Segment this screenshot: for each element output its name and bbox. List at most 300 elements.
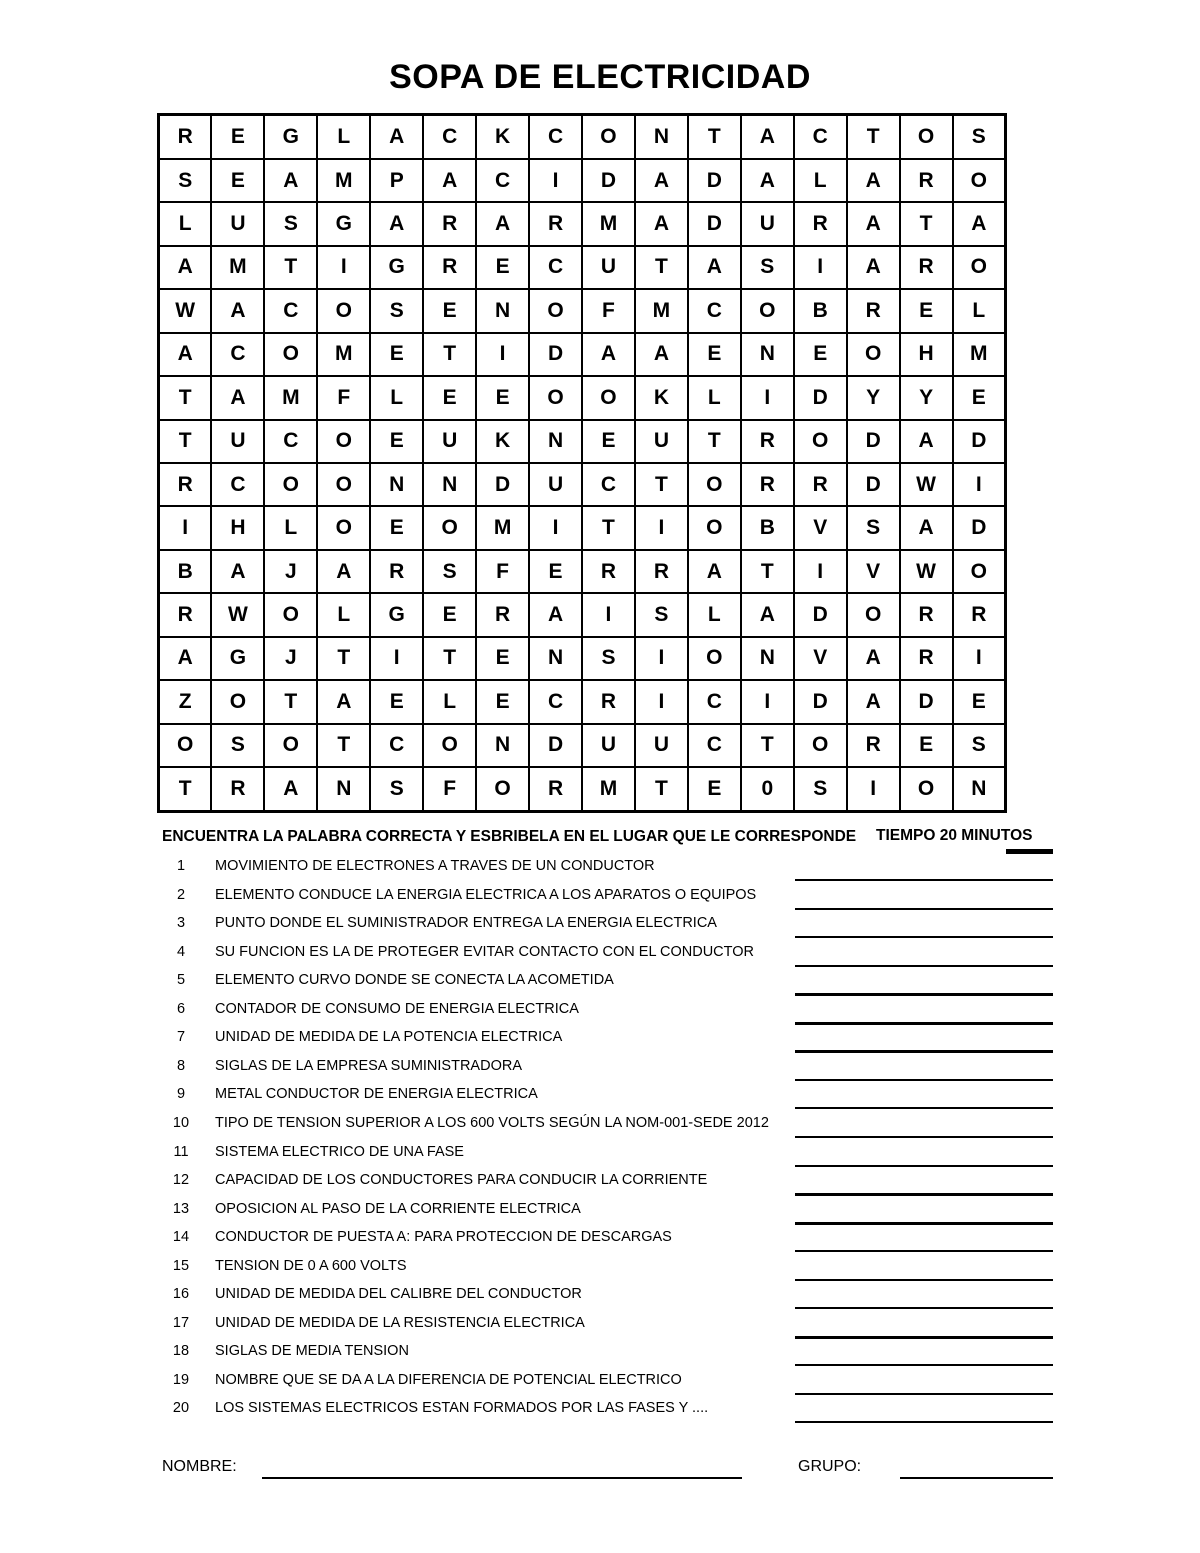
clue-row: [0, 944, 1200, 972]
grid-cell: B: [741, 506, 794, 549]
grid-cell: C: [688, 680, 741, 723]
clue-row: [0, 858, 1200, 886]
clue-number: 2: [176, 886, 186, 903]
grid-cell: M: [582, 767, 635, 811]
grid-cell: S: [159, 159, 212, 202]
clue-text: SISTEMA ELECTRICO DE UNA FASE: [215, 1143, 464, 1160]
grid-cell: A: [476, 202, 529, 245]
grid-cell: H: [211, 506, 264, 549]
clue-row: [0, 1029, 1200, 1057]
name-field[interactable]: [262, 1477, 742, 1479]
answer-line[interactable]: [795, 1136, 1053, 1138]
grid-cell: B: [794, 289, 847, 332]
grid-cell: T: [635, 463, 688, 506]
grid-cell: E: [423, 376, 476, 419]
grid-cell: Y: [847, 376, 900, 419]
clue-row: [0, 887, 1200, 915]
grid-cell: T: [159, 376, 212, 419]
grid-cell: C: [264, 289, 317, 332]
answer-line[interactable]: [795, 1250, 1053, 1252]
grid-cell: T: [264, 680, 317, 723]
grid-cell: T: [688, 115, 741, 159]
clue-number: 14: [172, 1229, 190, 1246]
grid-cell: R: [423, 202, 476, 245]
grid-cell: E: [529, 550, 582, 593]
grid-cell: M: [264, 376, 317, 419]
clue-text: SIGLAS DE LA EMPRESA SUMINISTRADORA: [215, 1057, 522, 1074]
clue-number: 17: [172, 1314, 190, 1331]
grid-cell: O: [582, 376, 635, 419]
clue-row: [0, 1115, 1200, 1143]
grid-cell: D: [953, 506, 1006, 549]
grid-cell: U: [741, 202, 794, 245]
grid-cell: N: [370, 463, 423, 506]
grid-cell: R: [529, 767, 582, 811]
grid-cell: T: [635, 767, 688, 811]
grid-cell: N: [741, 333, 794, 376]
grid-row: [159, 550, 1006, 593]
grid-row: [159, 593, 1006, 636]
grid-cell: T: [635, 246, 688, 289]
grid-cell: R: [529, 202, 582, 245]
answer-line[interactable]: [795, 1307, 1053, 1309]
grid-cell: O: [211, 680, 264, 723]
grid-cell: L: [159, 202, 212, 245]
grid-cell: L: [688, 593, 741, 636]
grid-cell: A: [688, 246, 741, 289]
answer-line[interactable]: [795, 1193, 1053, 1196]
grid-cell: O: [741, 289, 794, 332]
clue-number: 16: [172, 1286, 190, 1303]
grid-cell: E: [953, 680, 1006, 723]
word-search-grid: [157, 113, 1007, 813]
grid-cell: A: [423, 159, 476, 202]
grid-cell: I: [794, 550, 847, 593]
grid-cell: F: [476, 550, 529, 593]
clue-number: 20: [172, 1400, 190, 1417]
grid-cell: D: [794, 593, 847, 636]
grid-cell: D: [582, 159, 635, 202]
grid-cell: O: [847, 333, 900, 376]
grid-cell: N: [529, 420, 582, 463]
grid-cell: T: [741, 550, 794, 593]
grid-cell: D: [953, 420, 1006, 463]
grid-cell: D: [847, 420, 900, 463]
grid-cell: W: [211, 593, 264, 636]
clue-row: [0, 1400, 1200, 1428]
clue-number: 10: [172, 1114, 190, 1131]
clue-row: [0, 1172, 1200, 1200]
grid-cell: Z: [159, 680, 212, 723]
grid-cell: R: [900, 246, 953, 289]
grid-cell: G: [370, 593, 423, 636]
clue-text: METAL CONDUCTOR DE ENERGIA ELECTRICA: [215, 1086, 538, 1103]
grid-cell: S: [582, 637, 635, 680]
clue-row: [0, 1372, 1200, 1400]
clue-number: 8: [176, 1057, 186, 1074]
grid-cell: T: [159, 420, 212, 463]
clue-text: CONTADOR DE CONSUMO DE ENERGIA ELECTRICA: [215, 1000, 579, 1017]
grid-cell: D: [476, 463, 529, 506]
grid-cell: C: [211, 463, 264, 506]
grid-cell: S: [847, 506, 900, 549]
grid-cell: C: [582, 463, 635, 506]
grid-cell: A: [847, 680, 900, 723]
clue-text: LOS SISTEMAS ELECTRICOS ESTAN FORMADOS POR LAS FASES Y ....: [215, 1400, 709, 1417]
grid-cell: N: [741, 637, 794, 680]
grid-cell: T: [900, 202, 953, 245]
answer-line[interactable]: [795, 1107, 1053, 1109]
grid-cell: O: [794, 724, 847, 767]
grid-cell: I: [370, 637, 423, 680]
grid-cell: A: [211, 376, 264, 419]
grid-cell: A: [847, 637, 900, 680]
grid-cell: L: [688, 376, 741, 419]
grid-cell: I: [635, 637, 688, 680]
answer-line[interactable]: [795, 1222, 1053, 1225]
grid-cell: A: [582, 333, 635, 376]
grid-cell: R: [741, 420, 794, 463]
grid-cell: M: [635, 289, 688, 332]
grid-cell: K: [476, 420, 529, 463]
grid-cell: I: [953, 463, 1006, 506]
grid-cell: R: [159, 593, 212, 636]
time-underline: [1006, 849, 1053, 854]
answer-line[interactable]: [795, 936, 1053, 938]
grid-cell: S: [211, 724, 264, 767]
grid-cell: O: [900, 767, 953, 811]
grid-cell: O: [953, 550, 1006, 593]
clue-text: MOVIMIENTO DE ELECTRONES A TRAVES DE UN CONDUCTOR: [215, 858, 655, 874]
grid-cell: A: [741, 115, 794, 159]
clue-text: ELEMENTO CURVO DONDE SE CONECTA LA ACOMETIDA: [215, 972, 614, 989]
clue-text: UNIDAD DE MEDIDA DE LA POTENCIA ELECTRICA: [215, 1029, 563, 1046]
grid-cell: S: [794, 767, 847, 811]
grid-cell: R: [159, 115, 212, 159]
grid-cell: M: [582, 202, 635, 245]
clue-number: 12: [172, 1172, 190, 1189]
grid-cell: 0: [741, 767, 794, 811]
grid-cell: O: [582, 115, 635, 159]
grid-cell: R: [794, 463, 847, 506]
grid-cell: N: [317, 767, 370, 811]
grid-cell: N: [423, 463, 476, 506]
grid-cell: S: [741, 246, 794, 289]
clue-number: 13: [172, 1200, 190, 1217]
clue-text: UNIDAD DE MEDIDA DEL CALIBRE DEL CONDUCTOR: [215, 1286, 582, 1303]
grid-cell: A: [953, 202, 1006, 245]
grid-row: [159, 202, 1006, 245]
grid-cell: E: [476, 637, 529, 680]
clue-text: NOMBRE QUE SE DA A LA DIFERENCIA DE POTENCIAL ELECTRICO: [215, 1371, 682, 1388]
grid-cell: T: [847, 115, 900, 159]
answer-line[interactable]: [795, 879, 1053, 881]
clue-text: ELEMENTO CONDUCE LA ENERGIA ELECTRICA A LOS APARATOS O EQUIPOS: [215, 886, 757, 903]
grid-cell: I: [317, 246, 370, 289]
grid-cell: O: [688, 506, 741, 549]
grid-cell: J: [264, 550, 317, 593]
grid-cell: R: [370, 550, 423, 593]
grid-cell: E: [794, 333, 847, 376]
grid-cell: I: [741, 680, 794, 723]
grid-cell: O: [317, 463, 370, 506]
answer-line[interactable]: [795, 1050, 1053, 1053]
grid-cell: R: [900, 159, 953, 202]
grid-cell: A: [370, 115, 423, 159]
grid-cell: T: [423, 637, 476, 680]
answer-line[interactable]: [795, 1279, 1053, 1281]
clue-number: 3: [176, 915, 186, 932]
grid-cell: C: [529, 246, 582, 289]
grid-row: [159, 420, 1006, 463]
grid-cell: U: [635, 724, 688, 767]
grid-cell: C: [688, 289, 741, 332]
grid-cell: O: [953, 159, 1006, 202]
grid-cell: O: [159, 724, 212, 767]
grid-cell: E: [211, 115, 264, 159]
grid-cell: I: [159, 506, 212, 549]
grid-cell: U: [582, 724, 635, 767]
grid-cell: V: [794, 637, 847, 680]
grid-cell: A: [211, 550, 264, 593]
grid-cell: I: [529, 506, 582, 549]
grid-cell: U: [582, 246, 635, 289]
grid-cell: I: [635, 680, 688, 723]
grid-cell: S: [423, 550, 476, 593]
grid-cell: L: [370, 376, 423, 419]
grid-cell: T: [741, 724, 794, 767]
clue-row: [0, 1343, 1200, 1371]
grid-row: [159, 115, 1006, 159]
grid-cell: S: [953, 724, 1006, 767]
grid-cell: A: [317, 550, 370, 593]
grid-cell: V: [847, 550, 900, 593]
clue-number: 19: [172, 1371, 190, 1388]
grid-cell: R: [582, 550, 635, 593]
grid-cell: O: [529, 289, 582, 332]
grid-cell: H: [900, 333, 953, 376]
grid-row: [159, 767, 1006, 811]
grid-cell: A: [317, 680, 370, 723]
grid-cell: P: [370, 159, 423, 202]
grid-cell: O: [423, 724, 476, 767]
grid-cell: I: [476, 333, 529, 376]
grid-cell: T: [317, 637, 370, 680]
clue-number: 11: [173, 1143, 189, 1160]
grid-cell: A: [847, 159, 900, 202]
grid-cell: E: [370, 680, 423, 723]
grid-cell: J: [264, 637, 317, 680]
grid-cell: I: [582, 593, 635, 636]
grid-cell: R: [159, 463, 212, 506]
clue-text: OPOSICION AL PASO DE LA CORRIENTE ELECTRICA: [215, 1200, 581, 1217]
clue-row: [0, 1144, 1200, 1172]
grid-cell: C: [264, 420, 317, 463]
grid-row: [159, 506, 1006, 549]
page-title: SOPA DE ELECTRICIDAD: [389, 58, 811, 96]
clue-text: TIPO DE TENSION SUPERIOR A LOS 600 VOLTS SEGÚN LA NOM-001-SEDE 2012: [215, 1114, 769, 1131]
grid-cell: C: [423, 115, 476, 159]
grid-cell: T: [317, 724, 370, 767]
grid-cell: A: [211, 289, 264, 332]
grid-cell: W: [900, 463, 953, 506]
group-label: GRUPO:: [798, 1458, 862, 1475]
clue-row: [0, 1086, 1200, 1114]
grid-cell: D: [688, 159, 741, 202]
grid-cell: U: [635, 420, 688, 463]
grid-cell: E: [370, 506, 423, 549]
group-field[interactable]: [900, 1477, 1053, 1479]
grid-cell: C: [529, 115, 582, 159]
answer-line[interactable]: [795, 965, 1053, 967]
grid-cell: S: [370, 767, 423, 811]
grid-cell: O: [264, 463, 317, 506]
grid-cell: D: [794, 376, 847, 419]
grid-row: [159, 637, 1006, 680]
grid-cell: E: [688, 333, 741, 376]
grid-cell: A: [370, 202, 423, 245]
grid-row: [159, 246, 1006, 289]
grid-cell: O: [423, 506, 476, 549]
grid-cell: R: [476, 593, 529, 636]
clue-number: 6: [176, 1000, 186, 1017]
grid-cell: I: [635, 506, 688, 549]
grid-cell: R: [211, 767, 264, 811]
answer-line[interactable]: [795, 1336, 1053, 1339]
clue-number: 15: [172, 1257, 190, 1274]
grid-row: [159, 680, 1006, 723]
clue-number: 18: [172, 1343, 190, 1360]
grid-cell: C: [688, 724, 741, 767]
clue-number: 4: [176, 943, 186, 960]
clue-row: [0, 1286, 1200, 1314]
grid-cell: V: [794, 506, 847, 549]
grid-cell: U: [529, 463, 582, 506]
grid-cell: W: [900, 550, 953, 593]
grid-cell: G: [211, 637, 264, 680]
clue-text: CAPACIDAD DE LOS CONDUCTORES PARA CONDUCIR LA CORRIENTE: [215, 1172, 708, 1189]
grid-cell: O: [264, 333, 317, 376]
grid-cell: U: [211, 202, 264, 245]
grid-cell: T: [264, 246, 317, 289]
grid-cell: L: [794, 159, 847, 202]
grid-cell: T: [688, 420, 741, 463]
instructions: ENCUENTRA LA PALABRA CORRECTA Y ESBRIBELA EN EL LUGAR QUE LE CORRESPONDE: [162, 828, 857, 845]
grid-cell: N: [476, 724, 529, 767]
grid-cell: C: [370, 724, 423, 767]
grid-cell: N: [476, 289, 529, 332]
grid-cell: A: [688, 550, 741, 593]
grid-cell: U: [211, 420, 264, 463]
grid-cell: E: [476, 246, 529, 289]
grid-cell: O: [317, 506, 370, 549]
grid-cell: A: [159, 246, 212, 289]
grid-cell: G: [370, 246, 423, 289]
grid-cell: L: [317, 593, 370, 636]
grid-cell: N: [953, 767, 1006, 811]
grid-cell: A: [900, 506, 953, 549]
clue-text: UNIDAD DE MEDIDA DE LA RESISTENCIA ELECTRICA: [215, 1314, 585, 1331]
grid-cell: N: [635, 115, 688, 159]
answer-line[interactable]: [795, 1165, 1053, 1167]
clue-row: [0, 1001, 1200, 1029]
grid-cell: I: [953, 637, 1006, 680]
grid-cell: U: [423, 420, 476, 463]
grid-row: [159, 376, 1006, 419]
grid-cell: E: [900, 289, 953, 332]
grid-cell: R: [900, 637, 953, 680]
grid-cell: E: [476, 680, 529, 723]
grid-cell: D: [529, 724, 582, 767]
grid-cell: O: [953, 246, 1006, 289]
clue-row: [0, 1058, 1200, 1086]
grid-cell: A: [847, 246, 900, 289]
grid-cell: O: [317, 420, 370, 463]
clue-text: PUNTO DONDE EL SUMINISTRADOR ENTREGA LA ENERGIA ELECTRICA: [215, 915, 717, 932]
grid-cell: L: [953, 289, 1006, 332]
answer-line[interactable]: [795, 1022, 1053, 1025]
grid-cell: O: [529, 376, 582, 419]
grid-cell: R: [794, 202, 847, 245]
grid-cell: N: [529, 637, 582, 680]
answer-line[interactable]: [795, 993, 1053, 996]
grid-cell: G: [264, 115, 317, 159]
grid-row: [159, 333, 1006, 376]
grid-cell: L: [423, 680, 476, 723]
clue-number: 5: [176, 972, 186, 989]
grid-cell: E: [953, 376, 1006, 419]
grid-cell: I: [529, 159, 582, 202]
grid-cell: A: [529, 593, 582, 636]
grid-cell: E: [476, 376, 529, 419]
clue-row: [0, 1315, 1200, 1343]
grid-cell: K: [635, 376, 688, 419]
grid-cell: M: [476, 506, 529, 549]
answer-line[interactable]: [795, 1364, 1053, 1366]
grid-cell: F: [317, 376, 370, 419]
answer-line[interactable]: [795, 1421, 1053, 1423]
grid-cell: R: [847, 289, 900, 332]
answer-line[interactable]: [795, 1079, 1053, 1081]
grid-cell: F: [582, 289, 635, 332]
grid-cell: S: [264, 202, 317, 245]
clue-row: [0, 1229, 1200, 1257]
grid-cell: R: [900, 593, 953, 636]
grid-cell: D: [529, 333, 582, 376]
grid-cell: R: [582, 680, 635, 723]
grid-cell: E: [423, 289, 476, 332]
grid-cell: O: [688, 463, 741, 506]
grid-cell: O: [688, 637, 741, 680]
grid-row: [159, 724, 1006, 767]
grid-cell: M: [953, 333, 1006, 376]
clue-row: [0, 972, 1200, 1000]
grid-cell: F: [423, 767, 476, 811]
clue-number: 1: [176, 858, 186, 874]
grid-cell: I: [794, 246, 847, 289]
answer-line[interactable]: [795, 1393, 1053, 1395]
clue-row: [0, 1201, 1200, 1229]
grid-cell: S: [953, 115, 1006, 159]
grid-cell: A: [159, 637, 212, 680]
grid-cell: L: [317, 115, 370, 159]
clue-text: SU FUNCION ES LA DE PROTEGER EVITAR CONTACTO CON EL CONDUCTOR: [215, 943, 754, 960]
grid-cell: A: [741, 593, 794, 636]
grid-row: [159, 463, 1006, 506]
grid-cell: R: [953, 593, 1006, 636]
clue-row: [0, 1258, 1200, 1286]
answer-line[interactable]: [795, 908, 1053, 910]
